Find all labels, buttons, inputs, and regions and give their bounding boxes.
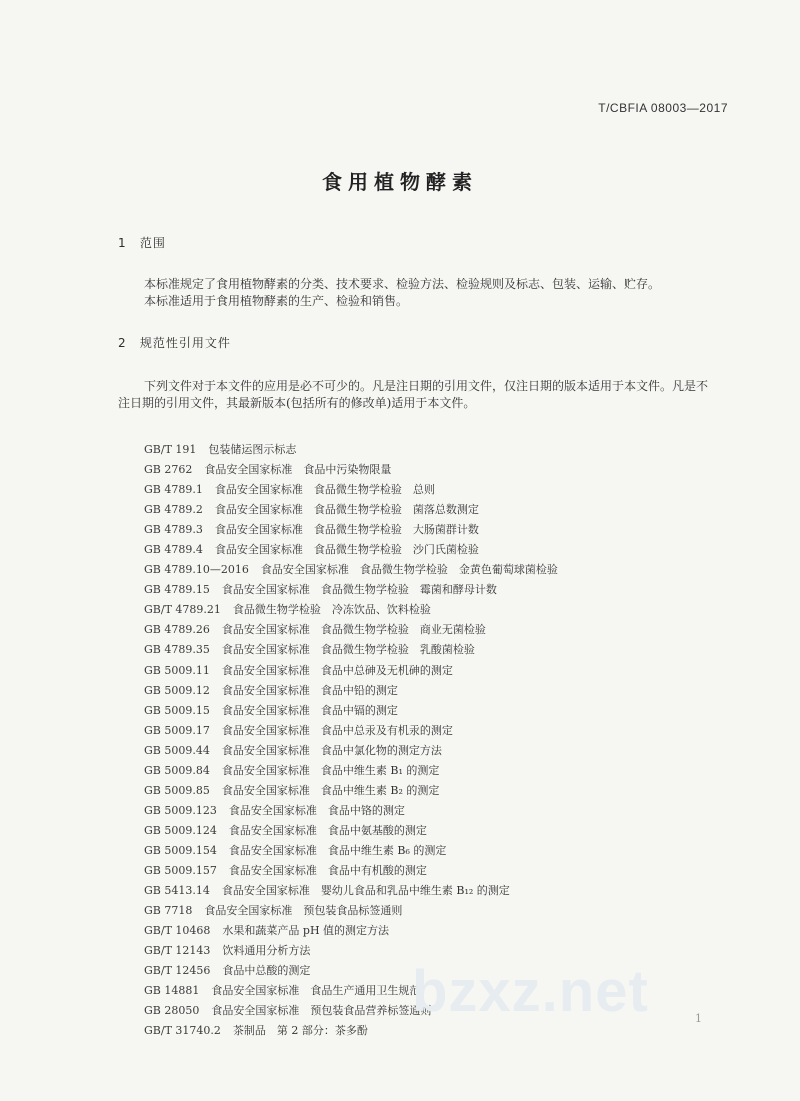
reference-title: 食品安全国家标准 食品微生物学检验 大肠菌群计数 bbox=[214, 523, 479, 537]
reference-code: GB 28050 bbox=[144, 1004, 200, 1018]
reference-code: GB 7718 bbox=[144, 904, 193, 918]
reference-title: 食品中总酸的测定 bbox=[222, 964, 311, 978]
reference-item bbox=[144, 440, 558, 460]
reference-item bbox=[144, 480, 558, 500]
reference-title: 食品安全国家标准 食品中维生素 B₂ 的测定 bbox=[221, 783, 440, 797]
reference-item bbox=[144, 500, 558, 520]
reference-code: GB 5009.44 bbox=[144, 743, 210, 757]
reference-list bbox=[144, 440, 558, 1041]
reference-code: GB 4789.1 bbox=[144, 483, 203, 497]
reference-code: GB/T 31740.2 bbox=[144, 1024, 221, 1038]
reference-title: 食品安全国家标准 食品微生物学检验 沙门氏菌检验 bbox=[214, 543, 479, 557]
reference-title: 食品安全国家标准 食品微生物学检验 菌落总数测定 bbox=[214, 503, 479, 517]
reference-code: GB 5009.84 bbox=[144, 763, 210, 777]
reference-code: GB 4789.10—2016 bbox=[144, 563, 249, 577]
reference-title: 包装储运图示标志 bbox=[208, 443, 297, 456]
reference-item bbox=[144, 620, 558, 640]
reference-title: 食品安全国家标准 食品中总砷及无机砷的测定 bbox=[221, 663, 453, 677]
reference-item bbox=[144, 701, 558, 721]
reference-title: 食品安全国家标准 食品中总汞及有机汞的测定 bbox=[221, 723, 453, 737]
reference-code: GB 5009.154 bbox=[144, 843, 217, 857]
reference-item bbox=[144, 600, 558, 620]
reference-title: 茶制品 第 2 部分：茶多酚 bbox=[232, 1024, 368, 1038]
page-number: 1 bbox=[695, 1012, 702, 1025]
reference-item bbox=[144, 520, 558, 540]
reference-code: GB/T 12456 bbox=[144, 964, 211, 978]
section-1-body bbox=[118, 276, 718, 310]
reference-item bbox=[144, 841, 558, 861]
reference-code: GB 2762 bbox=[144, 463, 193, 477]
reference-title: 食品安全国家标准 食品微生物学检验 霉菌和酵母计数 bbox=[221, 583, 497, 597]
reference-title: 食品安全国家标准 食品微生物学检验 金黄色葡萄球菌检验 bbox=[260, 563, 558, 577]
scope-paragraph: 本标准规定了食用植物酵素的分类、技术要求、检验方法、检验规则及标志、包装、运输、贮存。 bbox=[144, 277, 661, 291]
document-title: 食用植物酵素 bbox=[322, 170, 478, 194]
reference-item bbox=[144, 881, 558, 901]
reference-code: GB 4789.26 bbox=[144, 623, 210, 637]
reference-item bbox=[144, 781, 558, 801]
section-1-heading bbox=[118, 234, 166, 251]
reference-title: 食品安全国家标准 预包装食品营养标签通则 bbox=[211, 1004, 432, 1018]
reference-code: GB 4789.15 bbox=[144, 583, 210, 597]
reference-code: GB 5009.157 bbox=[144, 863, 217, 877]
reference-item bbox=[144, 741, 558, 761]
watermark: bzxz.net bbox=[412, 959, 649, 1024]
document-code: T/CBFIA 08003—2017 bbox=[598, 101, 728, 115]
reference-title: 食品安全国家标准 食品中污染物限量 bbox=[204, 463, 392, 477]
reference-title: 食品安全国家标准 食品微生物学检验 乳酸菌检验 bbox=[221, 643, 475, 657]
reference-code: GB 5009.15 bbox=[144, 703, 210, 717]
reference-title: 食品安全国家标准 食品中氨基酸的测定 bbox=[228, 823, 427, 837]
reference-title: 食品安全国家标准 食品微生物学检验 商业无菌检验 bbox=[221, 623, 486, 637]
reference-title: 食品安全国家标准 预包装食品标签通则 bbox=[204, 904, 403, 918]
reference-code: GB 5413.14 bbox=[144, 884, 210, 898]
reference-title: 食品安全国家标准 食品中维生素 B₆ 的测定 bbox=[228, 843, 447, 857]
reference-code: GB 5009.17 bbox=[144, 723, 210, 737]
reference-item bbox=[144, 821, 558, 841]
reference-item bbox=[144, 901, 558, 921]
reference-code: GB/T 4789.21 bbox=[144, 603, 221, 617]
reference-code: GB 4789.2 bbox=[144, 503, 203, 517]
reference-code: GB/T 10468 bbox=[144, 924, 211, 938]
reference-title: 食品安全国家标准 食品微生物学检验 总则 bbox=[214, 483, 435, 497]
reference-code: GB 4789.3 bbox=[144, 523, 203, 537]
reference-code: GB 5009.11 bbox=[144, 663, 210, 677]
reference-code: GB/T 191 bbox=[144, 443, 197, 456]
reference-item bbox=[144, 921, 558, 941]
reference-title: 饮料通用分析方法 bbox=[222, 944, 311, 958]
reference-item bbox=[144, 661, 558, 681]
reference-item bbox=[144, 540, 558, 560]
reference-item bbox=[144, 761, 558, 781]
section-number: 1 bbox=[118, 236, 126, 250]
reference-title: 食品安全国家标准 食品中维生素 B₁ 的测定 bbox=[221, 763, 440, 777]
reference-code: GB 5009.123 bbox=[144, 803, 217, 817]
reference-title: 食品微生物学检验 冷冻饮品、饮料检验 bbox=[232, 603, 431, 617]
reference-code: GB 14881 bbox=[144, 984, 200, 998]
reference-title: 食品安全国家标准 食品中铬的测定 bbox=[228, 803, 405, 817]
reference-item bbox=[144, 560, 558, 580]
reference-title: 食品安全国家标准 食品中铅的测定 bbox=[221, 683, 398, 697]
section-title: 范围 bbox=[139, 236, 166, 250]
reference-title: 食品安全国家标准 食品中镉的测定 bbox=[221, 703, 398, 717]
section-number: 2 bbox=[118, 336, 126, 350]
reference-title: 水果和蔬菜产品 pH 值的测定方法 bbox=[222, 924, 390, 938]
reference-item bbox=[144, 681, 558, 701]
section-2-intro bbox=[118, 378, 718, 412]
reference-title: 食品安全国家标准 食品中有机酸的测定 bbox=[228, 863, 427, 877]
reference-code: GB 5009.85 bbox=[144, 783, 210, 797]
reference-item bbox=[144, 721, 558, 741]
section-title: 规范性引用文件 bbox=[139, 336, 231, 350]
reference-item bbox=[144, 801, 558, 821]
reference-code: GB 5009.12 bbox=[144, 683, 210, 697]
reference-item bbox=[144, 640, 558, 660]
reference-item bbox=[144, 460, 558, 480]
reference-code: GB 4789.35 bbox=[144, 643, 210, 657]
section-2-heading bbox=[118, 334, 231, 351]
reference-item bbox=[144, 861, 558, 881]
intro-paragraph: 下列文件对于本文件的应用是必不可少的。凡是注日期的引用文件，仅注日期的版本适用于本文件。凡是不注日期的引用文件，其最新版本(包括所有的修改单)适用于本文件。 bbox=[118, 379, 709, 410]
reference-code: GB 5009.124 bbox=[144, 823, 217, 837]
reference-title: 食品安全国家标准 食品中氯化物的测定方法 bbox=[221, 743, 442, 757]
reference-item bbox=[144, 580, 558, 600]
reference-code: GB/T 12143 bbox=[144, 944, 211, 958]
reference-title: 食品安全国家标准 食品生产通用卫生规范 bbox=[211, 984, 421, 998]
reference-title: 食品安全国家标准 婴幼儿食品和乳品中维生素 B₁₂ 的测定 bbox=[221, 884, 510, 898]
scope-paragraph: 本标准适用于食用植物酵素的生产、检验和销售。 bbox=[144, 294, 409, 308]
reference-code: GB 4789.4 bbox=[144, 543, 203, 557]
